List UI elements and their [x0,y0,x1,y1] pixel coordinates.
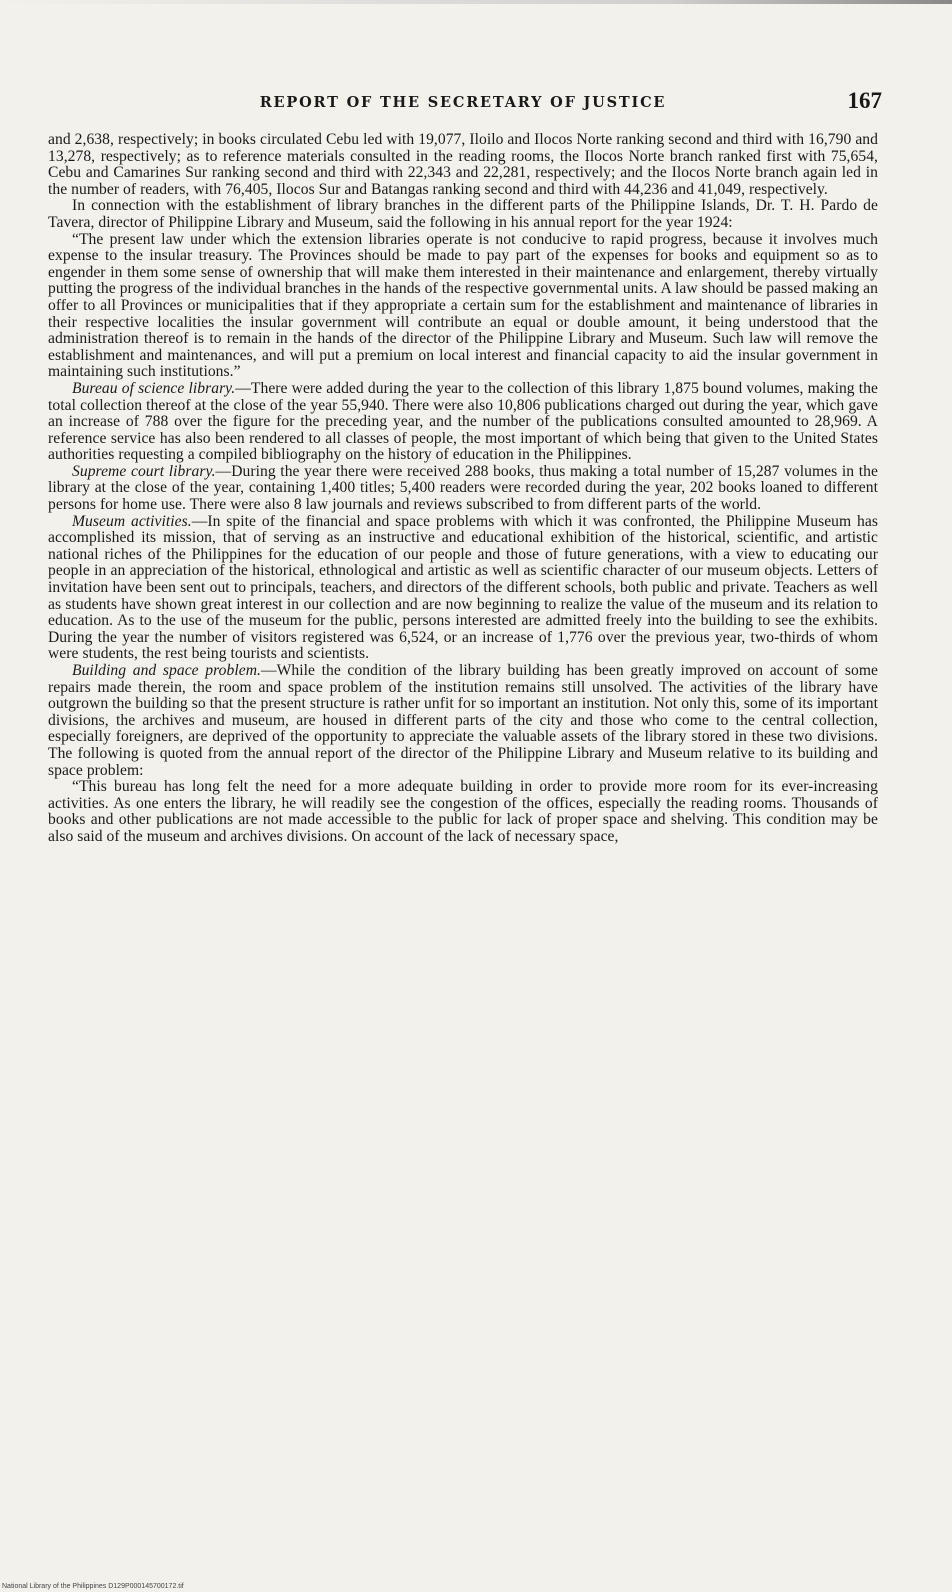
paragraph-text: —In spite of the financial and space problems with which it was confronted, the Philippine Museum has accomplished its mission, that of serving as an instructive and educational exhibition of the historical, scientific, and artistic national riches of the Philippines for the education of our people and those of future generations, with a view to educating our people in an appreciation of the historical, ethnological and artistic as well as scientific character of our museum objects. Letters of invitation have been sent out to principals, teachers, and directors of the different schools, both public and private. Teachers as well as students have shown great interest in our collection and are now beginning to realize the value of the museum and its relation to education. As to the use of the museum for the public, persons interested are admitted freely into the building to see the exhibits. During the year the number of visitors registered was 6,524, or an increase of 1,776 over the previous year, two-thirds of whom were students, the rest being tourists and scientists. [48,512,878,663]
scan-credit: National Library of the Philippines D129P000145700172.tif [2,1583,184,1590]
running-title: REPORT OF THE SECRETARY OF JUSTICE [259,94,667,111]
paragraph-heading: Bureau of science library. [72,379,236,397]
document-page [48,88,882,846]
paragraph-supreme-court-library [48,464,878,514]
paragraph-heading: Supreme court library. [72,462,216,480]
paragraph-text: “This bureau has long felt the need for a more adequate building in order to provide more room for its ever-increasing activities. As one enters the library, he will readily see the congestion of the offices, especially the reading rooms. Thousands of books and other publications are not made accessible to the public for lack of proper space and shelving. This condition may be also said of the museum and archives divisions. On account of the lack of necessary space, [48,778,878,845]
paragraph-continued [48,132,878,198]
quoted-paragraph [48,232,878,381]
paragraph-heading: Building and space problem. [72,662,261,679]
paragraph [48,198,878,231]
paragraph-text: —During the year there were received 288 books, thus making a total number of 15,287 volumes in the library at the close of the year, containing 1,400 titles; 5,400 readers were recorded during the year, 202 books loaned to different persons for home use. There were also 8 law journals and reviews subscribed to from different parts of the world. [48,462,878,514]
paragraph-text: “The present law under which the extension libraries operate is not conducive to rapid progress, because it involves much expense to the insular treasury. The Provinces should be made to pay part of the expenses for books and equipment so as to engender in them some sense of ownership that will make them interested in their maintenance and enlargement, thereby virtually putting the progress of the individual branches in the hands of the respective governmental units. A law should be passed making an offer to all Provinces or municipalities that if they appropriate a certain sum for the establishment and maintenance of libraries in their respective localities the insular government will contribute an equal or double amount, it being understood that the administration thereof is to remain in the hands of the director of the Philippine Library and Museum. Such law will remove the establishment and maintenances, and will put a premium on local interest and financial capacity to aid the insular government in maintaining such institutions.” [48,230,878,381]
running-head [48,88,882,122]
body-text [48,132,878,846]
paragraph-text: and 2,638, respectively; in books circulated Cebu led with 19,077, Iloilo and Ilocos Norte ranking second and third with 16,790 and 13,278, respectively; as to reference materials consulted in the reading rooms, the Ilocos Norte branch ranked first with 75,654, Cebu and Camarines Sur ranking second and third with 22,343 and 22,281, respectively; and the Ilocos Norte branch again led in the number of readers, with 76,405, Ilocos Sur and Batangas ranking second and third with 44,236 and 41,049, respectively. [48,131,878,198]
paragraph-text: In connection with the establishment of library branches in the different parts of the Philippine Islands, Dr. T. H. Pardo de Tavera, director of Philippine Library and Museum, said the following in his annual report for the year 1924: [48,197,878,231]
quoted-paragraph [48,779,878,845]
paragraph-museum-activities [48,514,878,663]
paragraph-text: —While the condition of the library building has been greatly improved on account of some repairs made therein, the room and space problem of the institution remains still unsolved. The activities of the library have outgrown the building so that the present structure is rather unfit for so important an institution. Not only this, some of its important divisions, the archives and museum, are housed in different parts of the city and those who come to the central collection, especially foreigners, are deprived of the opportunity to appreciate the valuable assets of the library stored in these two divisions. The following is quoted from the annual report of the director of the Philippine Library and Museum relative to its building and space problem: [48,662,878,779]
paragraph-heading: Museum activities. [72,512,192,530]
scan-top-edge [0,0,952,4]
paragraph-bureau-of-science-library [48,381,878,464]
paragraph-building-and-space-problem [48,663,878,779]
paragraph-text: —There were added during the year to the collection of this library 1,875 bound volumes, making the total collection thereof at the close of the year 55,940. There were also 10,806 publications charged out during the year, which gave an increase of 788 over the figure for the preceding year, and the number of the publications consulted amounted to 28,969. A reference service has also been rendered to all classes of people, the most important of which being that given to the United States authorities requesting a compiled bibliography on the history of education in the Philippines. [48,379,878,464]
page-number: 167 [847,88,882,113]
